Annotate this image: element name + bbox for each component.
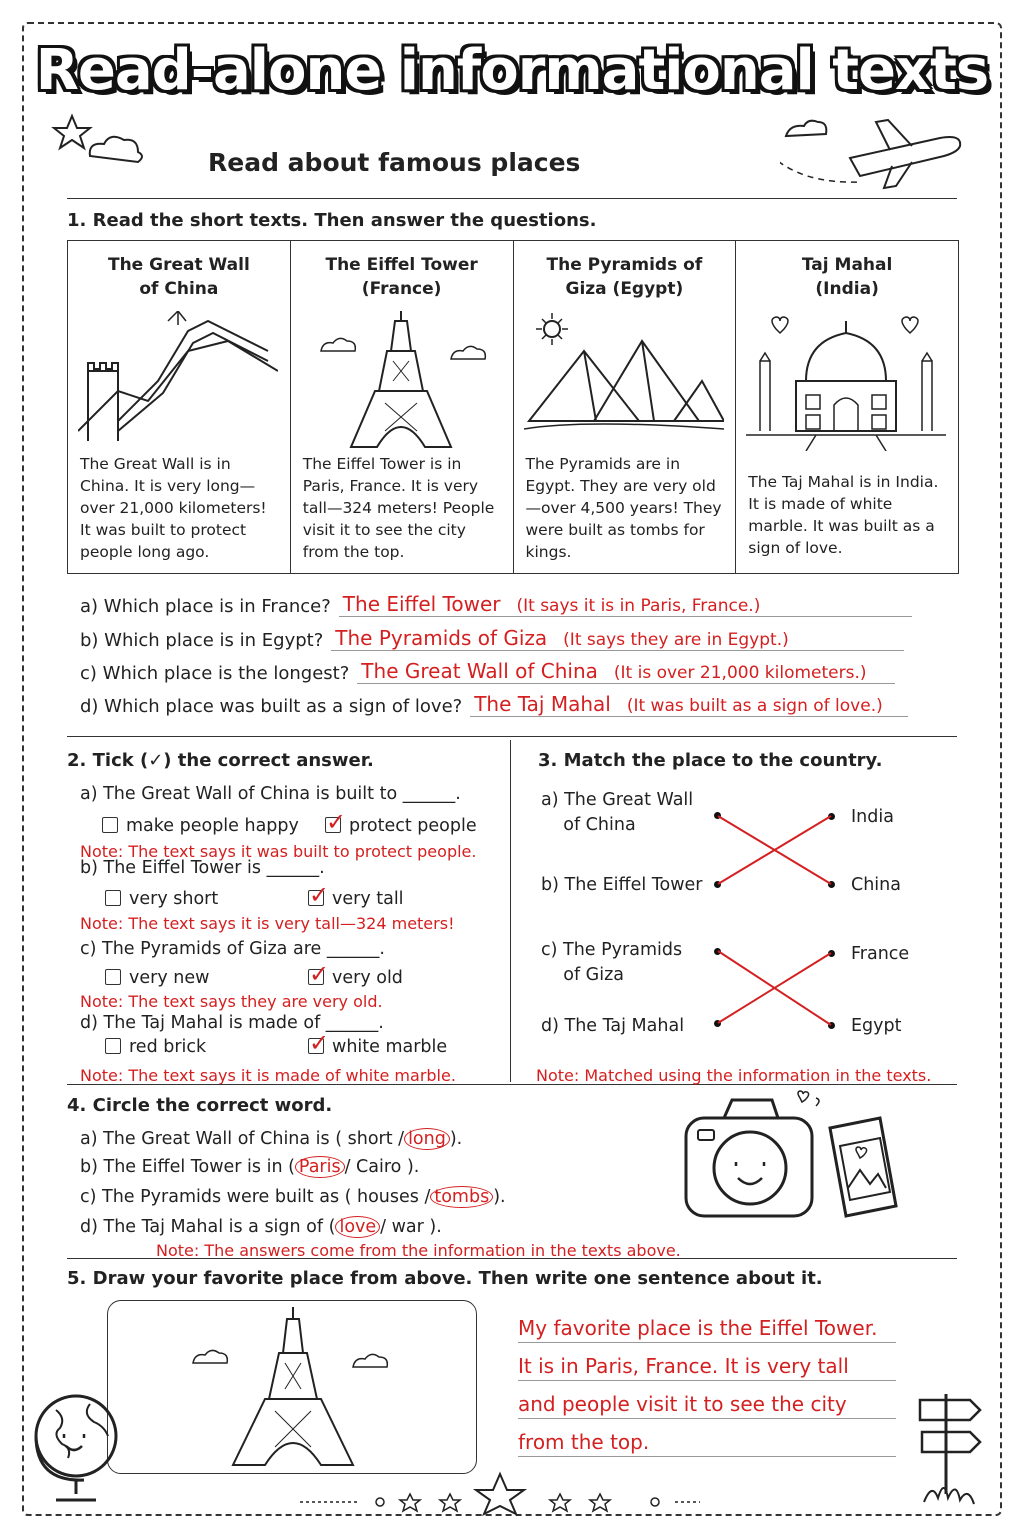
checkbox[interactable]	[105, 1038, 121, 1054]
writing-line[interactable]: It is in Paris, France. It is very tall	[518, 1354, 896, 1381]
option-label: very short	[129, 889, 219, 909]
circled-answer[interactable]: tombs	[430, 1186, 493, 1208]
match-right-item: France	[851, 944, 910, 964]
match-lines	[700, 800, 850, 1040]
great-wall-icon	[78, 311, 278, 451]
answer-note: Note: The text says it is very tall—324 meters!	[80, 914, 455, 933]
answer-note: (It says they are in Egypt.)	[563, 630, 789, 650]
option-label: protect people	[349, 816, 477, 836]
match-right-item: Egypt	[851, 1016, 902, 1036]
question-text: a) Which place is in France?	[80, 596, 331, 617]
match-left-item: b) The Eiffel Tower	[541, 875, 703, 895]
match-right-item: China	[851, 875, 901, 895]
column-divider	[510, 740, 511, 1082]
q4-item: c) The Pyramids were built as ( houses / tombs ).	[80, 1187, 506, 1207]
answer-note: Note: The text says it is made of white marble.	[80, 1066, 456, 1085]
star-cloud-icon	[50, 108, 150, 168]
question-text: c) Which place is the longest?	[80, 663, 350, 684]
q1-question-row	[80, 626, 904, 651]
checkbox-checked[interactable]	[308, 960, 330, 988]
circled-answer[interactable]: Paris	[295, 1156, 345, 1178]
answer-note: (It was built as a sign of love.)	[626, 696, 883, 716]
q1-question-row	[80, 592, 912, 617]
match-left-item: a) The Great Wall of China	[541, 790, 694, 835]
places-grid	[67, 240, 959, 574]
option[interactable]	[308, 881, 404, 909]
camera-photo-icon	[680, 1088, 900, 1238]
q2-question: b) The Eiffel Tower is ______.	[80, 858, 325, 878]
option-label: make people happy	[126, 816, 299, 836]
place-title: The Pyramids of Giza (Egypt)	[546, 255, 703, 299]
pyramids-icon	[524, 311, 724, 451]
place-title: The Eiffel Tower (France)	[325, 255, 478, 299]
divider	[67, 736, 957, 737]
eiffel-tower-icon	[301, 311, 501, 451]
place-card	[514, 241, 737, 573]
answer-field[interactable]	[470, 692, 908, 717]
match-left-item: c) The Pyramids of Giza	[541, 940, 683, 985]
answer-field[interactable]	[357, 659, 895, 684]
taj-mahal-icon	[746, 311, 946, 451]
checkbox[interactable]	[102, 817, 118, 833]
option[interactable]	[308, 960, 403, 988]
writing-line[interactable]: from the top.	[518, 1430, 896, 1457]
option[interactable]	[105, 1037, 206, 1057]
answer-note: Note: Matched using the information in the texts.	[536, 1066, 932, 1085]
place-card	[736, 241, 958, 573]
checkmark-icon: ✓	[309, 881, 330, 909]
answer-note: (It is over 21,000 kilometers.)	[613, 663, 867, 683]
checkbox-checked[interactable]	[308, 1029, 330, 1057]
answer-note: Note: The text says it was built to protect people.	[80, 842, 477, 861]
option[interactable]	[308, 1029, 448, 1057]
q1-question-row	[80, 692, 908, 717]
writing-line[interactable]: and people visit it to see the city	[518, 1392, 896, 1419]
stars-border	[300, 1466, 700, 1516]
option-label: red brick	[129, 1037, 207, 1057]
answer-field[interactable]	[339, 592, 912, 617]
place-card	[68, 241, 291, 573]
place-card	[291, 241, 514, 573]
checkmark-icon: ✓	[309, 960, 330, 988]
checkbox[interactable]	[105, 890, 121, 906]
option-label: very new	[129, 968, 210, 988]
q5-heading: 5. Draw your favorite place from above. Then write one sentence about it.	[67, 1268, 823, 1289]
writing-line[interactable]: My favorite place is the Eiffel Tower.	[518, 1316, 896, 1343]
checkmark-icon: ✓	[326, 808, 347, 836]
place-title: Taj Mahal (India)	[801, 255, 893, 299]
q4-item: d) The Taj Mahal is a sign of ( love / war ).	[80, 1217, 442, 1237]
q3-heading: 3. Match the place to the country.	[538, 750, 883, 771]
answer-note: Note: The answers come from the information in the texts above.	[156, 1241, 681, 1260]
place-text: The Great Wall is in China. It is very long—over 21,000 kilometers! It was built to protect people long ago.	[80, 455, 267, 561]
drawing-area[interactable]	[107, 1300, 477, 1474]
question-text: d) Which place was built as a sign of love?	[80, 696, 463, 717]
option[interactable]	[105, 968, 209, 988]
option-label: very tall	[332, 889, 404, 909]
page-title: Read-alone informational texts	[35, 38, 989, 103]
checkbox-checked[interactable]	[308, 881, 330, 909]
match-right-item: India	[851, 807, 894, 827]
place-text: The Eiffel Tower is in Paris, France. It is very tall—324 meters! People visit it to see the city from the top.	[302, 455, 495, 561]
q1-heading: 1. Read the short texts. Then answer the questions.	[67, 210, 597, 231]
place-text: The Taj Mahal is in India. It is made of white marble. It was built as a sign of love.	[748, 473, 939, 557]
match-line	[718, 953, 831, 1023]
option[interactable]	[325, 808, 477, 836]
answer-note: Note: The text says they are very old.	[80, 992, 383, 1011]
question-text: b) Which place is in Egypt?	[80, 630, 324, 651]
circled-answer[interactable]: long	[404, 1128, 450, 1150]
answer-text: The Taj Mahal	[474, 692, 611, 716]
place-text: The Pyramids are in Egypt. They are very old—over 4,500 years! They were built as tombs for kings.	[525, 455, 722, 561]
answer-text: The Great Wall of China	[361, 659, 598, 683]
checkbox-checked[interactable]	[325, 808, 347, 836]
globe-icon	[26, 1380, 126, 1510]
divider	[67, 198, 957, 199]
q4-item: a) The Great Wall of China is ( short / long ).	[80, 1129, 463, 1149]
checkmark-icon: ✓	[309, 1029, 330, 1057]
q1-question-row	[80, 659, 895, 684]
airplane-icon	[780, 114, 980, 194]
answer-text: The Pyramids of Giza	[335, 626, 548, 650]
divider	[67, 1258, 957, 1259]
match-left-item: d) The Taj Mahal	[541, 1016, 685, 1036]
subtitle: Read about famous places	[208, 148, 581, 177]
option-label: very old	[332, 968, 403, 988]
place-title: The Great Wall of China	[107, 255, 250, 299]
option[interactable]	[105, 889, 218, 909]
signpost-icon	[910, 1384, 990, 1510]
answer-note: (It says it is in Paris, France.)	[516, 596, 761, 616]
option[interactable]	[102, 816, 299, 836]
option-label: white marble	[332, 1037, 448, 1057]
answer-field[interactable]	[331, 626, 904, 651]
q2-question: d) The Taj Mahal is made of ______.	[80, 1013, 384, 1033]
eiffel-tower-drawing	[163, 1307, 423, 1467]
q2-question: a) The Great Wall of China is built to ______.	[80, 784, 461, 804]
answer-text: The Eiffel Tower	[342, 592, 501, 616]
q2-heading: 2. Tick (✓) the correct answer.	[67, 750, 374, 771]
q2-question: c) The Pyramids of Giza are ______.	[80, 939, 385, 959]
checkbox[interactable]	[105, 969, 121, 985]
q4-heading: 4. Circle the correct word.	[67, 1095, 333, 1116]
circled-answer[interactable]: love	[335, 1216, 380, 1238]
q4-item: b) The Eiffel Tower is in ( Paris / Cairo ).	[80, 1157, 420, 1177]
